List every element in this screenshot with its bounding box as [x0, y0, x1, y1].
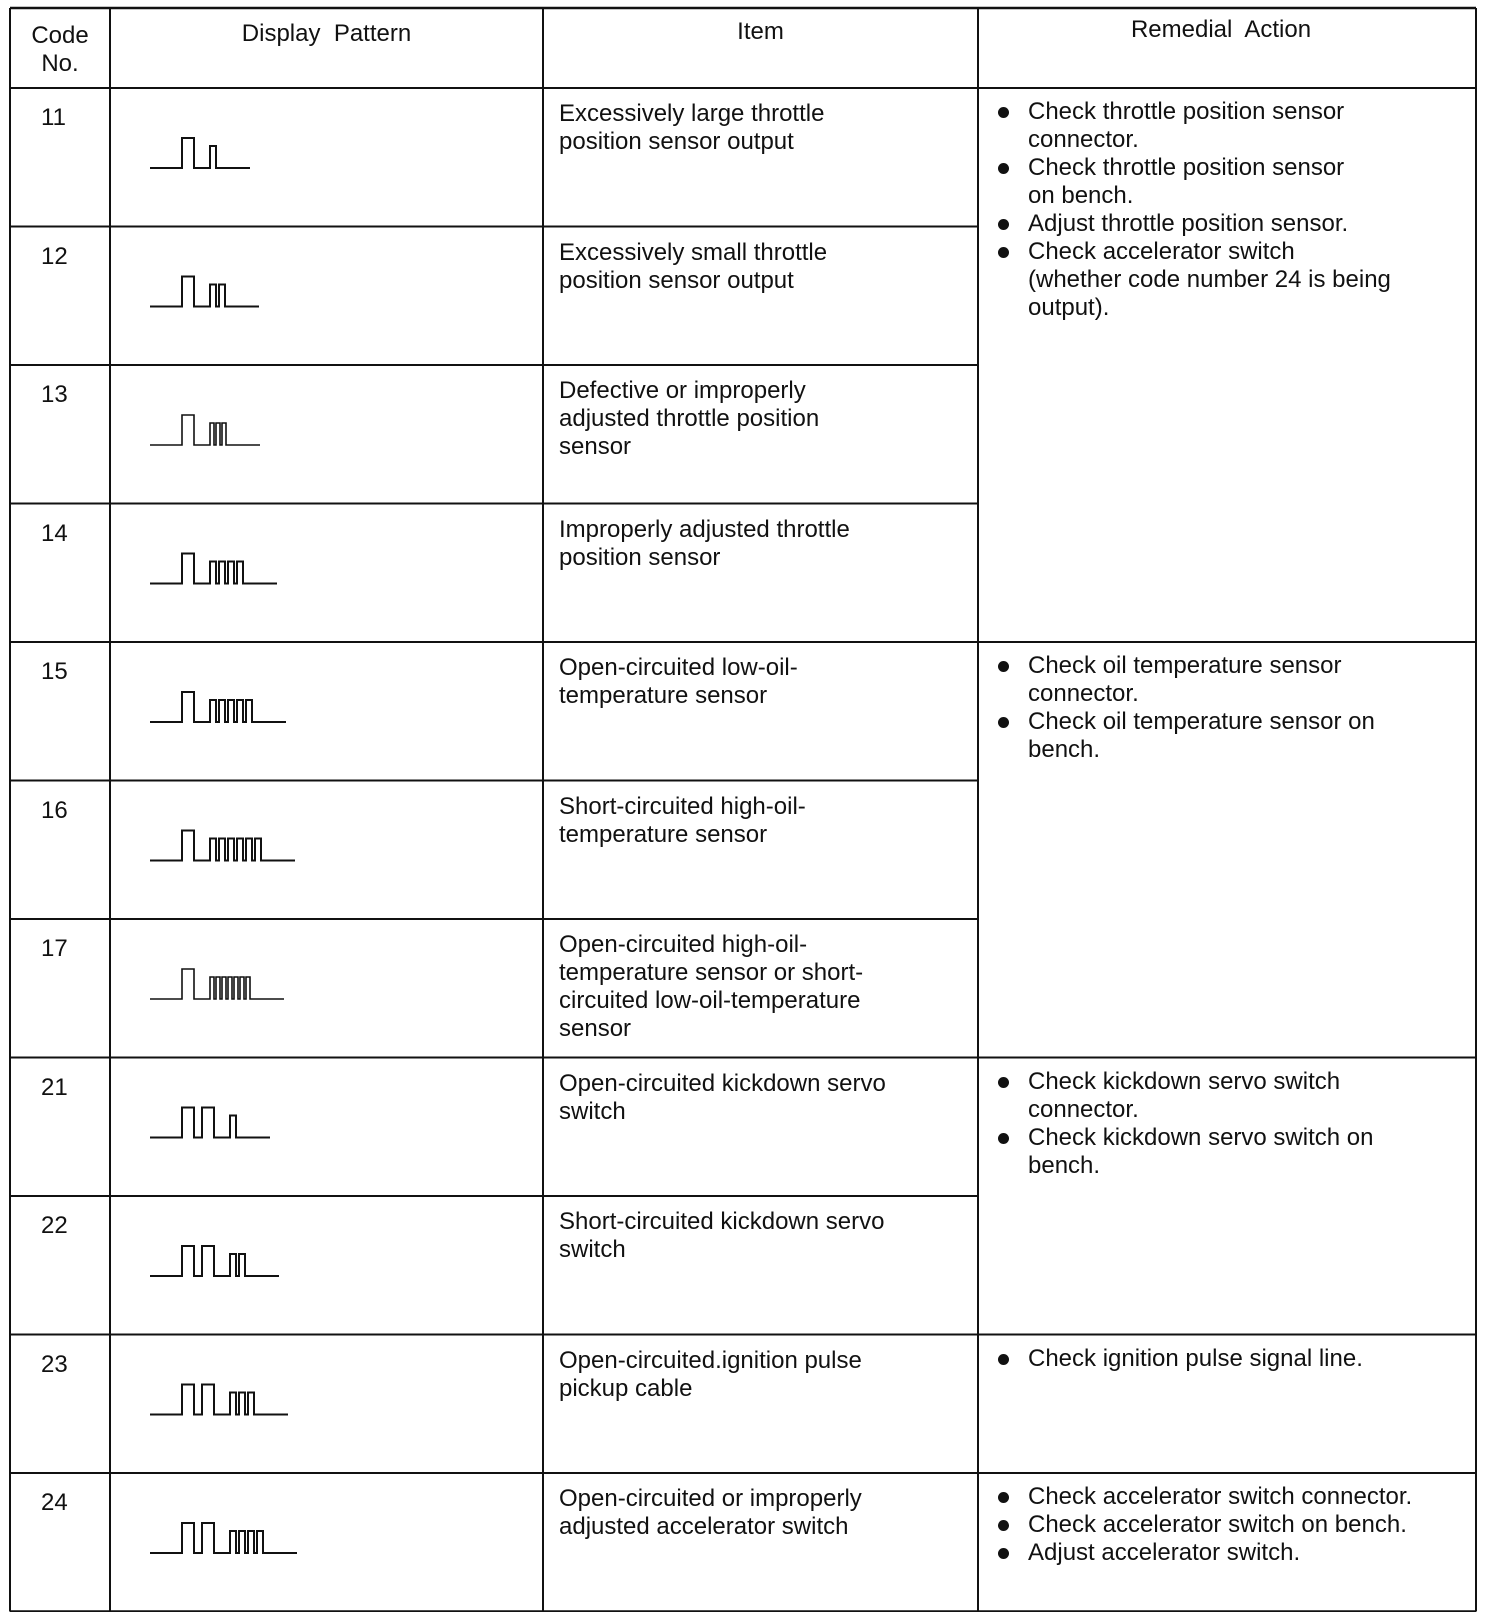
item-line: position sensor: [559, 543, 721, 571]
pulse-trace: [150, 692, 286, 722]
item-line: Open-circuited.ignition pulse: [559, 1346, 862, 1374]
item-line: temperature sensor: [559, 682, 768, 709]
remedial-action-list: [990, 652, 1375, 764]
item-line: temperature sensor: [559, 820, 768, 848]
display-pattern-waveform: [150, 1523, 297, 1553]
pulse-trace: [150, 1246, 279, 1276]
item-description: [559, 377, 819, 461]
remedial-action: [990, 1483, 1412, 1511]
display-pattern-waveform: [150, 1246, 279, 1276]
remedial-action-list: [990, 1345, 1363, 1373]
remedial-action-list: [990, 1483, 1412, 1567]
pulse-trace: [150, 831, 295, 861]
bullet-icon: [998, 661, 1009, 672]
item-line: Excessively small throttle: [559, 238, 828, 266]
item-line: switch: [559, 1097, 626, 1125]
item-line: sensor: [559, 1015, 632, 1042]
item-line: Improperly adjusted throttle: [559, 515, 850, 543]
bullet-icon: [998, 1077, 1009, 1088]
pulse-trace: [150, 415, 260, 445]
item-line: circuited low-oil-temperature: [559, 987, 861, 1014]
remedial-action: [990, 210, 1391, 238]
bullet-icon: [998, 163, 1009, 174]
remedial-action-line: Adjust accelerator switch.: [1028, 1539, 1301, 1566]
item-line: adjusted accelerator switch: [559, 1513, 849, 1540]
bullet-icon: [998, 1548, 1009, 1559]
remedial-action-line: connector.: [1028, 1095, 1139, 1123]
item-line: Excessively large throttle: [559, 100, 825, 127]
remedial-action-line: Check ignition pulse signal line.: [1028, 1344, 1363, 1372]
pulse-trace: [150, 969, 284, 999]
item-line: Short-circuited high-oil-: [559, 792, 806, 820]
remedial-action-line: Check throttle position sensor: [1028, 98, 1345, 125]
item-line: position sensor output: [559, 266, 794, 294]
remedial-action: [990, 708, 1375, 764]
item-line: switch: [559, 1236, 626, 1263]
code-number: 22: [41, 1212, 68, 1239]
header-code-line: No.: [41, 50, 79, 77]
item-description: [559, 654, 798, 710]
remedial-action-list: [990, 1068, 1373, 1180]
display-pattern-waveform: [150, 554, 277, 584]
remedial-action-list: [990, 98, 1391, 322]
item-description: [559, 1485, 862, 1541]
code-number: 21: [41, 1073, 68, 1101]
bullet-icon: [998, 219, 1009, 230]
code-number: 16: [41, 796, 68, 824]
item-description: [559, 100, 824, 156]
item-line: pickup cable: [559, 1374, 693, 1402]
remedial-action-line: output).: [1028, 294, 1110, 321]
code-number: 12: [41, 242, 68, 270]
bullet-icon: [998, 1492, 1009, 1503]
display-pattern-waveform: [150, 1385, 288, 1415]
pulse-trace: [150, 138, 250, 168]
remedial-action: [990, 652, 1375, 708]
pulse-trace: [150, 1523, 297, 1553]
code-number: 15: [41, 658, 68, 685]
bullet-icon: [998, 1133, 1009, 1144]
item-line: position sensor output: [559, 128, 794, 155]
bullet-icon: [998, 1354, 1009, 1365]
item-line: Open-circuited high-oil-: [559, 931, 808, 958]
item-line: sensor: [559, 433, 632, 460]
code-number: 24: [41, 1489, 68, 1516]
header-code: [10, 22, 110, 78]
remedial-action: [990, 98, 1391, 154]
remedial-action-line: on bench.: [1028, 182, 1134, 209]
remedial-action-line: connector.: [1028, 680, 1139, 707]
remedial-action-line: connector.: [1028, 126, 1139, 153]
display-pattern-waveform: [150, 138, 250, 168]
code-number: 23: [41, 1350, 68, 1378]
item-line: temperature sensor or short-: [559, 959, 864, 986]
remedial-action-line: Check throttle position sensor: [1028, 154, 1345, 181]
item-description: [559, 931, 863, 1043]
remedial-action-line: Check kickdown servo switch on: [1028, 1123, 1374, 1151]
remedial-action-line: Adjust throttle position sensor.: [1028, 210, 1349, 237]
remedial-action: [990, 1511, 1412, 1539]
remedial-action-line: Check accelerator switch connector.: [1028, 1483, 1413, 1510]
remedial-action-line: Check kickdown servo switch: [1028, 1067, 1341, 1095]
header-code-line: Code: [31, 22, 89, 49]
remedial-action: [990, 1124, 1373, 1180]
remedial-action: [990, 1068, 1373, 1124]
code-number: 17: [41, 935, 68, 962]
remedial-action-line: Check accelerator switch on bench.: [1028, 1511, 1407, 1538]
display-pattern-waveform: [150, 415, 260, 445]
item-line: Short-circuited kickdown servo: [559, 1208, 885, 1235]
remedial-action-line: (whether code number 24 is being: [1028, 266, 1391, 293]
pulse-trace: [150, 277, 259, 307]
item-description: [559, 516, 850, 572]
item-description: [559, 1347, 862, 1403]
remedial-action: [990, 154, 1391, 210]
pulse-trace: [150, 1385, 288, 1415]
remedial-action-line: Check accelerator switch: [1028, 238, 1295, 265]
header-remedial-action: Remedial Action: [1130, 16, 1312, 43]
bullet-icon: [998, 717, 1009, 728]
code-number: 11: [41, 104, 66, 131]
display-pattern-waveform: [150, 277, 259, 307]
display-pattern-waveform: [150, 969, 284, 999]
item-description: [559, 1208, 884, 1264]
bullet-icon: [998, 107, 1009, 118]
remedial-action-line: Check oil temperature sensor on: [1028, 708, 1375, 735]
item-line: Open-circuited or improperly: [559, 1485, 862, 1512]
item-line: adjusted throttle position: [559, 405, 820, 432]
remedial-action: [990, 238, 1391, 322]
display-pattern-waveform: [150, 1108, 270, 1138]
item-description: [559, 793, 806, 849]
item-line: Open-circuited kickdown servo: [559, 1069, 886, 1097]
code-number: 13: [41, 381, 68, 408]
display-pattern-waveform: [150, 831, 295, 861]
remedial-action-line: bench.: [1028, 1151, 1101, 1179]
bullet-icon: [998, 1520, 1009, 1531]
header-display-pattern: Display Pattern: [241, 20, 412, 47]
remedial-action: [990, 1345, 1363, 1373]
remedial-action-line: Check oil temperature sensor: [1028, 652, 1342, 679]
display-pattern-waveform: [150, 692, 286, 722]
remedial-action-line: bench.: [1028, 736, 1101, 763]
item-description: [559, 239, 827, 295]
pulse-trace: [150, 554, 277, 584]
pulse-trace: [150, 1108, 270, 1138]
item-description: [559, 1070, 886, 1126]
remedial-action: [990, 1539, 1412, 1567]
bullet-icon: [998, 247, 1009, 258]
item-line: Open-circuited low-oil-: [559, 654, 798, 681]
header-item: Item: [737, 18, 784, 45]
item-line: Defective or improperly: [559, 377, 806, 404]
code-number: 14: [41, 519, 68, 547]
